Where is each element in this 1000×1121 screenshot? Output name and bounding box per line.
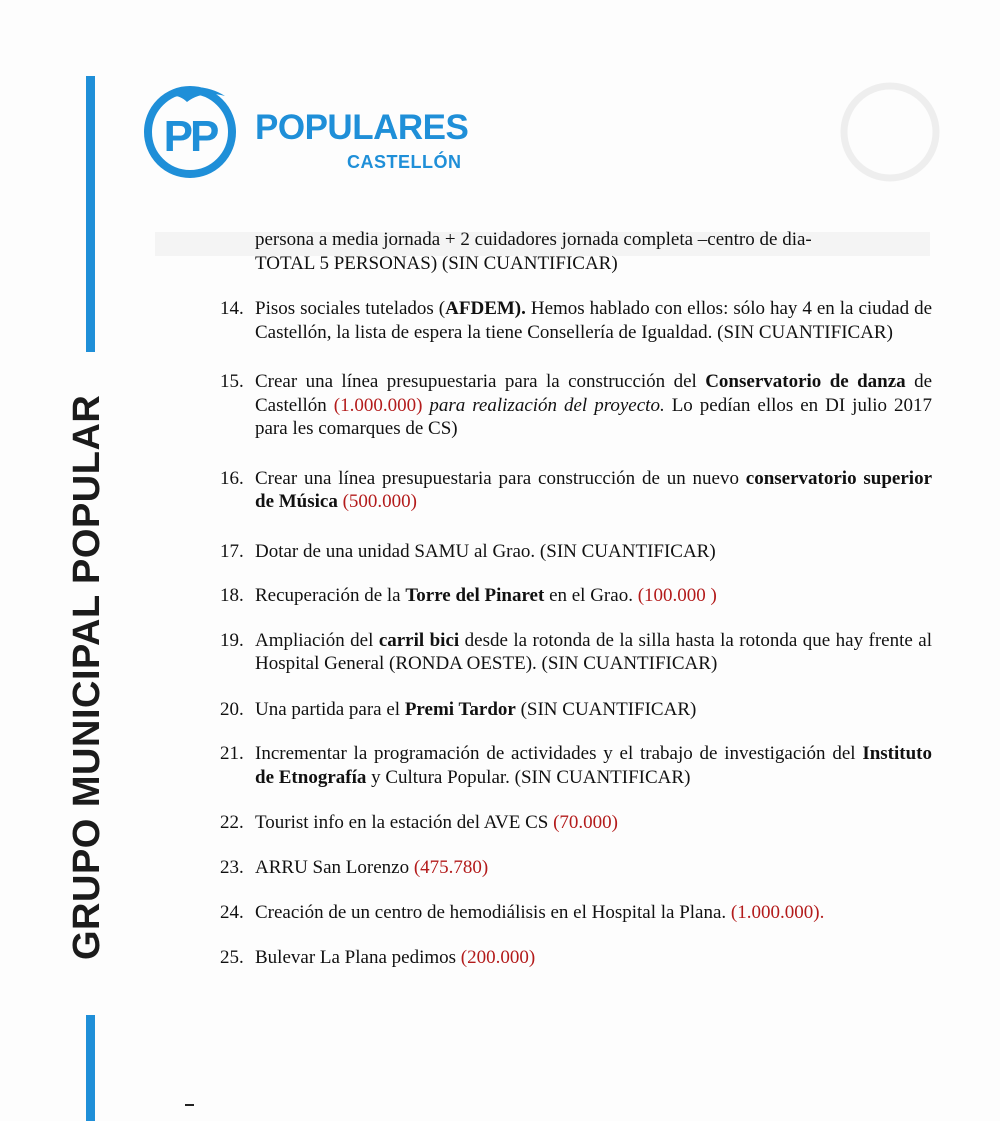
list-item — [220, 742, 932, 789]
pp-logo-icon — [137, 80, 243, 180]
item-number: 21. — [220, 743, 244, 764]
item-number: 15. — [220, 371, 244, 392]
proposal-list — [220, 228, 932, 969]
item-text: Pisos sociales tutelados ( — [255, 298, 446, 319]
item-text: Creación de un centro de hemodiálisis en el Hospital la Plana. — [255, 902, 731, 923]
item-text: Lo pedían ellos en DI julio 2017 para les comarques de CS) — [255, 394, 932, 439]
sidebar-title: GRUPO MUNICIPAL POPULAR — [66, 394, 108, 960]
item-amount: (1.000.000). — [730, 902, 825, 923]
continuation-line-2: TOTAL 5 PERSONAS) (SIN CUANTIFICAR) — [255, 252, 618, 274]
item-text: Incrementar la programación de actividades y el trabajo de investigación del — [255, 743, 863, 764]
item-number: 25. — [220, 946, 244, 968]
item-bold: carril bici — [378, 629, 460, 651]
list-item — [220, 629, 932, 676]
logo-mark-text: PP — [163, 112, 217, 161]
list-item — [220, 584, 932, 608]
item-text: Crear una línea presupuestaria para construcción de un nuevo — [255, 467, 746, 489]
item-number: 14. — [220, 298, 244, 319]
item-bold: Conservatorio de danza — [705, 371, 906, 392]
item-amount: (475.780) — [413, 856, 489, 878]
list-item — [220, 698, 932, 722]
item-number: 17. — [220, 540, 244, 562]
item-amount: (70.000) — [553, 812, 618, 833]
brand-name: POPULARES — [255, 108, 469, 147]
item-text: Bulevar La Plana pedimos — [255, 946, 461, 968]
list-item — [220, 467, 932, 514]
item-italic: para realización del proyecto. — [422, 394, 665, 416]
item-number: 20. — [220, 698, 244, 720]
party-logo — [137, 80, 482, 180]
item-amount: (100.000 ) — [637, 585, 717, 606]
list-item — [220, 856, 932, 880]
item-number: 16. — [220, 467, 244, 489]
list-item — [220, 901, 932, 925]
item-text: Una partida para el — [255, 698, 405, 720]
item-amount: (200.000) — [460, 946, 536, 968]
list-item — [220, 946, 932, 970]
item-text: de Castellón — [255, 371, 933, 416]
item-number: 19. — [220, 629, 244, 651]
item-bold: Torre del Pinaret — [405, 585, 545, 606]
list-item — [220, 370, 932, 441]
footer-dash — [185, 1104, 194, 1106]
item-number: 18. — [220, 585, 244, 606]
item-text: Ampliación del — [255, 629, 379, 651]
item-text: Recuperación de la — [255, 585, 406, 606]
item-text: Crear una línea presupuestaria para la construcción del — [255, 371, 706, 392]
item-text: y Cultura Popular. (SIN CUANTIFICAR) — [366, 766, 691, 788]
item-number: 24. — [220, 902, 244, 923]
brand-city: CASTELLÓN — [347, 152, 462, 172]
list-item — [220, 540, 932, 564]
item-text: ARRU San Lorenzo — [255, 856, 414, 878]
item-amount: (500.000) — [337, 491, 418, 512]
item-text: Hemos hablado con ellos: sólo hay 4 en la ciudad de Castellón, la lista de espera la tiene Consellería de Igualdad. (SIN CUANTIFICAR) — [255, 298, 933, 343]
item-text: (SIN CUANTIFICAR) — [515, 698, 697, 720]
left-accent-bar-bottom — [86, 1015, 95, 1121]
list-item — [220, 297, 932, 344]
item-bold: Premi Tardor — [404, 698, 516, 720]
list-item — [220, 811, 932, 835]
left-accent-bar-top — [86, 76, 95, 352]
item-text: Dotar de una unidad SAMU al Grao. (SIN CUANTIFICAR) — [255, 540, 716, 562]
item-text: Tourist info en la estación del AVE CS — [255, 812, 554, 833]
item-bold: conservatorio superior de Música — [255, 467, 933, 512]
item-text: en el Grao. — [544, 585, 638, 606]
item-bold: Instituto de Etnografía — [255, 743, 932, 788]
item-number: 23. — [220, 856, 244, 878]
item-text: desde la rotonda de la silla hasta la rotonda que hay frente al Hospital General (RONDA OESTE). (SIN CUANTIFICAR) — [255, 629, 932, 674]
item-bold: AFDEM). — [445, 298, 526, 319]
item-number: 22. — [220, 812, 244, 833]
item-amount: (1.000.000) — [333, 394, 423, 416]
continuation-line-1: persona a media jornada + 2 cuidadores jornada completa –centro de dia- — [255, 229, 812, 250]
